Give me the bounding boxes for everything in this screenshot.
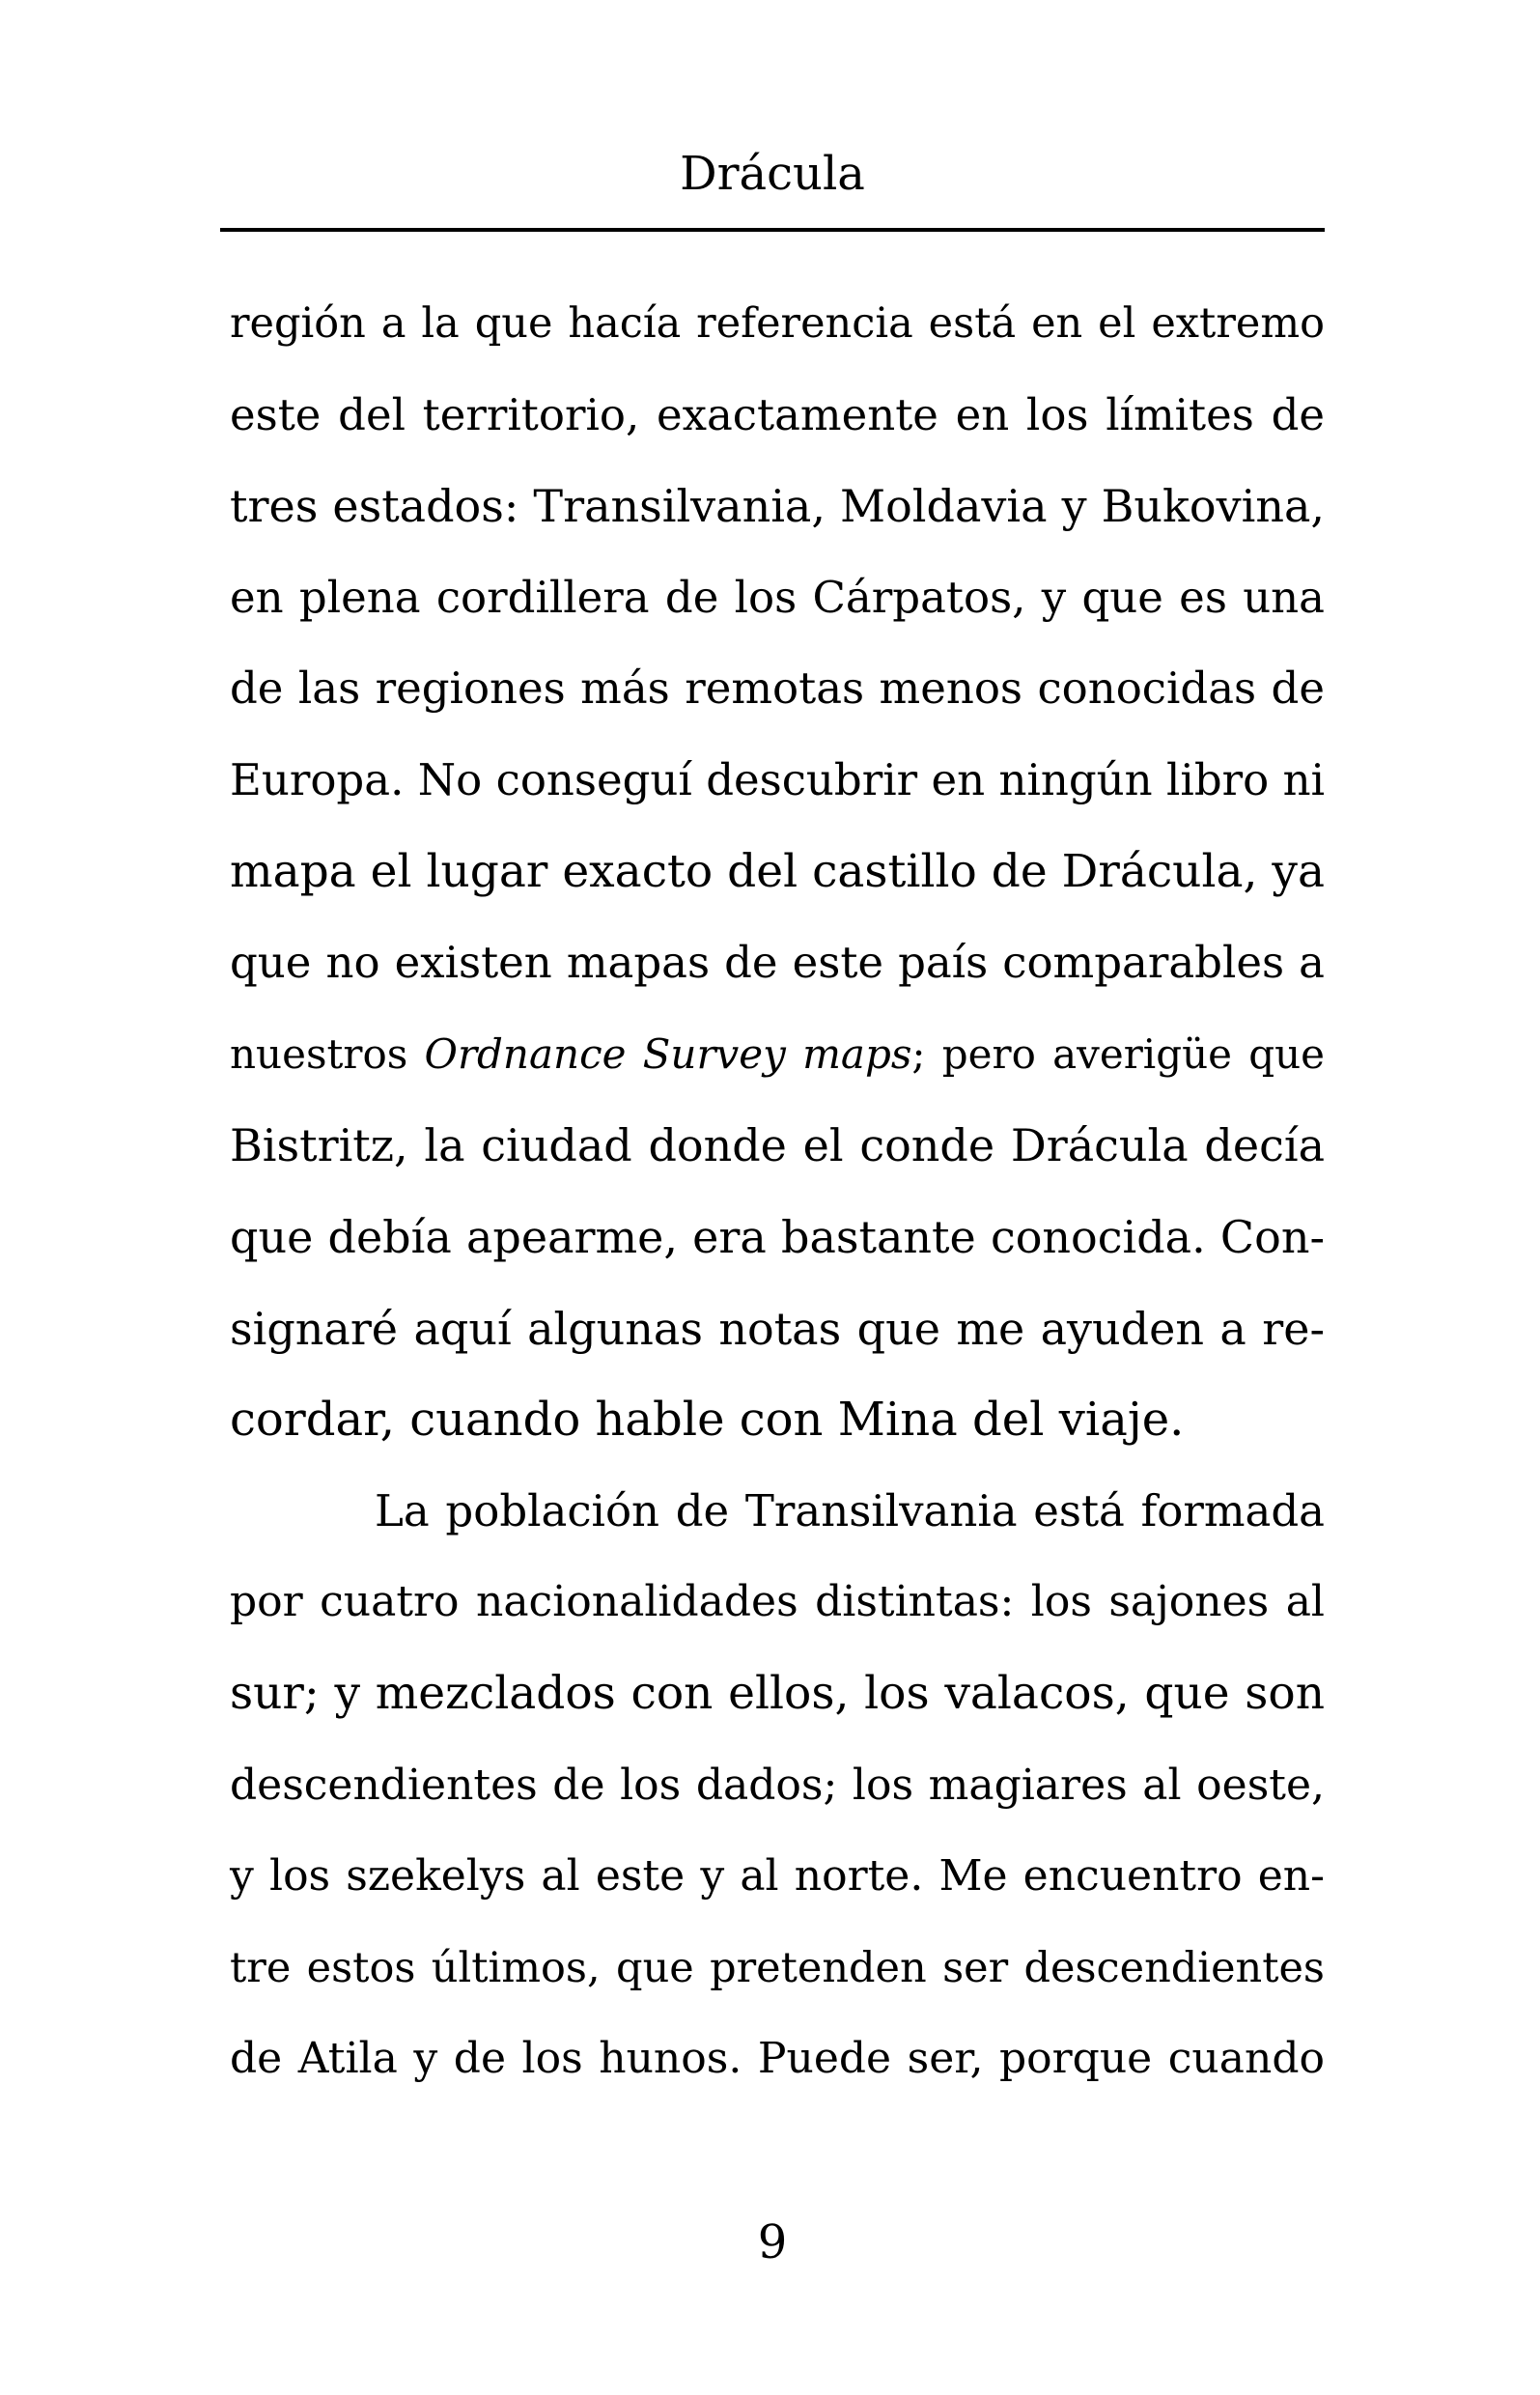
header-rule xyxy=(220,228,1325,232)
page-number: 9 xyxy=(757,2215,788,2269)
text-line: por cuatro nacionalidades distintas: los sajones al xyxy=(230,1577,1325,1627)
text-line: Bistritz, la ciudad donde el conde Drácula decía xyxy=(230,1119,1325,1172)
text-line: de Atila y de los hunos. Puede ser, porque cuando xyxy=(230,2034,1325,2084)
text-line: sur; y mezclados con ellos, los valacos, que son xyxy=(230,1666,1325,1720)
text-line: que debía apearme, era bastante conocida. Con- xyxy=(230,1210,1325,1263)
text-line-with-italic xyxy=(230,1009,1325,1101)
text-segment: nuestros xyxy=(230,1029,425,1078)
text-line: región a la que hacía referencia está en el extremo xyxy=(230,299,1325,348)
text-line: y los szekelys al este y al norte. Me encuentro en- xyxy=(230,1851,1325,1902)
text-line: que no existen mapas de este país comparables a xyxy=(230,937,1325,989)
italic-title: Ordnance Survey maps xyxy=(424,1029,912,1078)
body-text xyxy=(230,278,1325,2105)
text-line: mapa el lugar exacto del castillo de Drácula, ya xyxy=(230,844,1325,898)
text-line: signaré aquí algunas notas que me ayuden a re- xyxy=(230,1302,1325,1355)
text-line: Europa. No conseguí descubrir en ningún libro ni xyxy=(230,753,1325,805)
text-line: tres estados: Transilvania, Moldavia y Bukovina, xyxy=(230,480,1325,533)
text-line: este del territorio, exactamente en los límites de xyxy=(230,388,1325,440)
text-line: descendientes de los dados; los magiares al oeste, xyxy=(230,1760,1325,1810)
paragraph-first-line: La población de Transilvania está formada xyxy=(375,1484,1325,1536)
running-header-title: Drácula xyxy=(680,147,865,201)
text-segment: ; pero averigüe que xyxy=(911,1029,1325,1078)
text-line: en plena cordillera de los Cárpatos, y que es una xyxy=(230,571,1325,623)
text-line: de las regiones más remotas menos conocidas de xyxy=(230,662,1325,715)
text-line: tre estos últimos, que pretenden ser descendientes xyxy=(230,1943,1325,1992)
paragraph-end-line: cordar, cuando hable con Mina del viaje. xyxy=(230,1393,1185,1448)
